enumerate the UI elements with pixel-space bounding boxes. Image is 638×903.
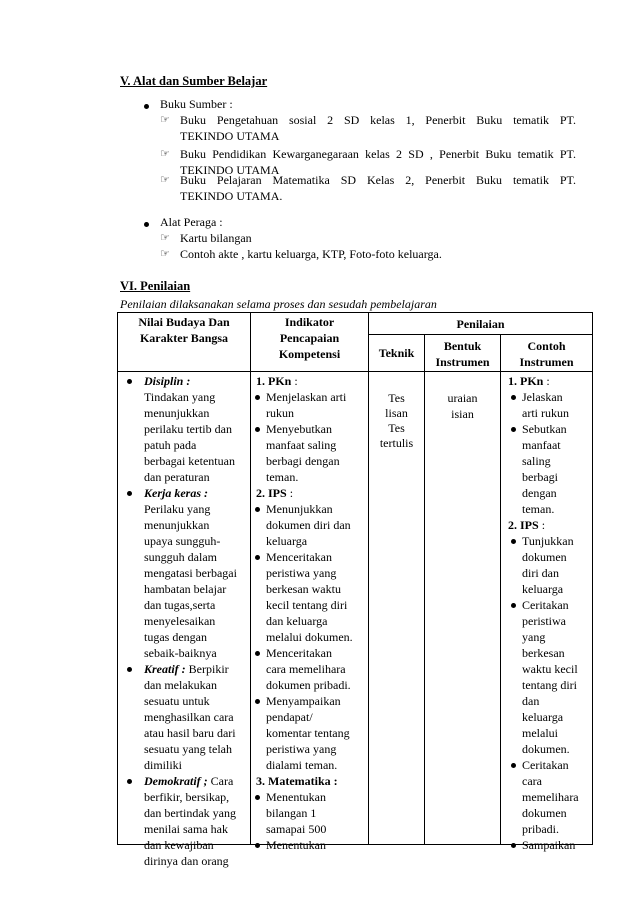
- section-6-subtitle: Penilaian dilaksanakan selama proses dan sesudah pembelajaran: [120, 297, 437, 311]
- bullet: [511, 427, 516, 432]
- nilai-item-line: hambatan belajar: [144, 582, 227, 596]
- contoh-ips-item: waktu kecil: [522, 662, 578, 676]
- bullet: [144, 222, 149, 227]
- teknik-item: Tes: [388, 391, 405, 405]
- nilai-item-line: sungguh dalam: [144, 550, 217, 564]
- indikator-ips-item: Menyampaikan: [266, 694, 341, 708]
- contoh-ips-item: berkesan: [522, 646, 565, 660]
- indikator-ips-item: kecil tentang diri: [266, 598, 348, 612]
- buku-item-line2: TEKINDO UTAMA: [180, 163, 280, 177]
- header-indikator-line3: Kompetensi: [278, 347, 341, 361]
- alat-peraga-label: Alat Peraga :: [160, 215, 223, 229]
- indikator-ips-item: peristiwa yang: [266, 742, 337, 756]
- indikator-ips-item: keluarga: [266, 534, 308, 548]
- contoh-pkn-item: Sebutkan: [522, 422, 567, 436]
- buku-item-line1: Buku Pelajaran Matematika SD Kelas 2, Penerbit Buku tematik PT.: [180, 173, 576, 187]
- bullet: [144, 104, 149, 109]
- header-teknik: Teknik: [378, 346, 415, 360]
- indikator-mtk-item: Menentukan: [266, 838, 326, 852]
- indikator-pkn-item: Menjelaskan arti: [266, 390, 347, 404]
- bullet: [255, 427, 260, 432]
- nilai-item-line: dan bertindak yang: [144, 806, 236, 820]
- contoh-pkn-item: manfaat: [522, 438, 561, 452]
- alat-item: Contoh akte , kartu keluarga, KTP, Foto-foto keluarga.: [180, 247, 442, 261]
- indikator-ips-label: 2. IPS :: [256, 486, 294, 500]
- bullet: [255, 843, 260, 848]
- contoh-pkn-item: Jelaskan: [522, 390, 563, 404]
- pointing-hand-icon: ☞: [160, 114, 170, 126]
- indikator-mtk-item: samapai 500: [266, 822, 327, 836]
- indikator-ips-item: komentar tentang: [266, 726, 350, 740]
- bullet: [127, 667, 132, 672]
- contoh-pkn-item: berbagi: [522, 470, 558, 484]
- contoh-ips-item: keluarga: [522, 582, 564, 596]
- buku-item-line2: TEKINDO UTAMA.: [180, 189, 283, 203]
- indikator-ips-item: Menunjukkan: [266, 502, 333, 516]
- indikator-ips-item: dokumen pribadi.: [266, 678, 351, 692]
- nilai-item-line: berfikir, bersikap,: [144, 790, 230, 804]
- bentuk-item: isian: [451, 407, 474, 421]
- nilai-item-line: upaya sungguh-: [144, 534, 221, 548]
- nilai-item-line: mengatasi berbagai: [144, 566, 237, 580]
- bullet: [127, 779, 132, 784]
- contoh-ips-item: tentang diri: [522, 678, 577, 692]
- bullet: [511, 539, 516, 544]
- indikator-pkn-item: teman.: [266, 470, 299, 484]
- pointing-hand-icon: ☞: [160, 174, 170, 186]
- contoh-ips-item: cara: [522, 774, 542, 788]
- nilai-item-line: dirinya dan orang: [144, 854, 229, 868]
- contoh-ips-item: pribadi.: [522, 822, 559, 836]
- contoh-pkn-item: teman.: [522, 502, 555, 516]
- header-nilai-line2: Karakter Bangsa: [139, 331, 229, 345]
- nilai-item-line: Tindakan yang: [144, 390, 216, 404]
- nilai-item-line: menunjukkan: [144, 406, 210, 420]
- alat-item: Kartu bilangan: [180, 231, 252, 245]
- contoh-pkn-item: dengan: [522, 486, 557, 500]
- indikator-pkn-item: Menyebutkan: [266, 422, 332, 436]
- indikator-pkn-item: rukun: [266, 406, 294, 420]
- nilai-item-line: menyelesaikan: [144, 614, 216, 628]
- indikator-ips-item: cara memelihara: [266, 662, 346, 676]
- header-contoh-line1: Contoh: [527, 339, 566, 353]
- nilai-item-line: dan peraturan: [144, 470, 210, 484]
- contoh-pkn-item: saling: [522, 454, 551, 468]
- indikator-mtk-item: bilangan 1: [266, 806, 317, 820]
- indikator-ips-item: pendapat/: [266, 710, 313, 724]
- indikator-pkn-item: manfaat saling: [266, 438, 337, 452]
- indikator-ips-item: Menceritakan: [266, 550, 332, 564]
- header-indikator-line1: Indikator: [284, 315, 335, 329]
- nilai-item-line: sebaik-baiknya: [144, 646, 217, 660]
- nilai-item-line: berbagai ketentuan: [144, 454, 235, 468]
- contoh-pkn-item: arti rukun: [522, 406, 569, 420]
- contoh-ips-item: dan: [522, 694, 540, 708]
- indikator-ips-item: berkesan waktu: [266, 582, 341, 596]
- nilai-item-line: patuh pada: [144, 438, 197, 452]
- contoh-ips-item: peristiwa: [522, 614, 566, 628]
- buku-item-line1: Buku Pengetahuan sosial 2 SD kelas 1, Penerbit Buku tematik PT.: [180, 113, 576, 127]
- contoh-ips-item: dokumen.: [522, 742, 570, 756]
- nilai-item-line: perilaku tertib dan: [144, 422, 232, 436]
- pointing-hand-icon: ☞: [160, 148, 170, 160]
- indikator-mtk-item: Menentukan: [266, 790, 326, 804]
- indikator-ips-item: dan keluarga: [266, 614, 328, 628]
- bullet: [127, 491, 132, 496]
- bullet: [511, 843, 516, 848]
- section-6-title: VI. Penilaian: [120, 279, 191, 293]
- contoh-pkn-label: 1. PKn :: [508, 374, 550, 388]
- nilai-item-line: dimiliki: [144, 758, 183, 772]
- contoh-ips-item: Ceritakan: [522, 758, 569, 772]
- section-5-title: V. Alat dan Sumber Belajar: [120, 74, 268, 88]
- indikator-ips-item: dialami teman.: [266, 758, 338, 772]
- teknik-item: lisan: [385, 406, 408, 420]
- contoh-ips-label: 2. IPS :: [508, 518, 546, 532]
- contoh-ips-item: keluarga: [522, 710, 564, 724]
- header-bentuk-line2: Instrumen: [435, 355, 490, 369]
- nilai-item-line: dan tugas,serta: [144, 598, 216, 612]
- indikator-ips-item: peristiwa yang: [266, 566, 337, 580]
- bullet: [511, 395, 516, 400]
- nilai-item-line: menunjukkan: [144, 518, 210, 532]
- pointing-hand-icon: ☞: [160, 232, 170, 244]
- contoh-ips-item: dokumen: [522, 550, 567, 564]
- contoh-ips-item: diri dan: [522, 566, 559, 580]
- bullet: [255, 651, 260, 656]
- bentuk-item: uraian: [447, 391, 478, 405]
- contoh-ips-item: melalui: [522, 726, 558, 740]
- nilai-item-line: dan kewajiban: [144, 838, 214, 852]
- bullet: [255, 795, 260, 800]
- contoh-ips-item: Ceritakan: [522, 598, 569, 612]
- buku-item-line1: Buku Pendidikan Kewarganegaraan kelas 2 SD , Penerbit Buku tematik PT.: [180, 147, 576, 161]
- header-penilaian: Penilaian: [456, 317, 505, 331]
- bullet: [127, 379, 132, 384]
- bullet: [255, 699, 260, 704]
- nilai-item-line: sesuatu untuk: [144, 694, 210, 708]
- contoh-ips-item: yang: [522, 630, 546, 644]
- nilai-item-line: dan melakukan: [144, 678, 217, 692]
- indikator-pkn-item: berbagi dengan: [266, 454, 340, 468]
- nilai-item-line: atau hasil baru dari: [144, 726, 236, 740]
- nilai-item-line: sesuatu yang telah: [144, 742, 232, 756]
- nilai-item-head: Kreatif : Berpikir: [144, 662, 229, 676]
- indikator-ips-item: dokumen diri dan: [266, 518, 351, 532]
- bullet: [511, 763, 516, 768]
- pointing-hand-icon: ☞: [160, 248, 170, 260]
- header-contoh-line2: Instrumen: [519, 355, 574, 369]
- nilai-item-line: menghasilkan cara: [144, 710, 234, 724]
- bullet: [511, 603, 516, 608]
- contoh-ips-item: Tunjukkan: [522, 534, 574, 548]
- indikator-mtk-label: 3. Matematika :: [256, 774, 338, 788]
- contoh-ips-item: memelihara: [522, 790, 579, 804]
- nilai-item-line: menilai sama hak: [144, 822, 228, 836]
- contoh-ips-item: Sampaikan: [522, 838, 576, 852]
- bullet: [255, 555, 260, 560]
- header-indikator-line2: Pencapaian: [279, 331, 340, 345]
- nilai-item-head: Disiplin :: [144, 374, 191, 388]
- nilai-item-line: Perilaku yang: [144, 502, 211, 516]
- nilai-item-head: Kerja keras :: [144, 486, 208, 500]
- contoh-ips-item: dokumen: [522, 806, 567, 820]
- buku-sumber-label: Buku Sumber :: [160, 97, 233, 111]
- bullet: [255, 507, 260, 512]
- nilai-item-head: Demokratif ; Cara: [144, 774, 234, 788]
- indikator-ips-item: melalui dokumen.: [266, 630, 353, 644]
- teknik-item: Tes: [388, 421, 405, 435]
- buku-item-line2: TEKINDO UTAMA: [180, 129, 280, 143]
- indikator-ips-item: Menceritakan: [266, 646, 332, 660]
- header-nilai-line1: Nilai Budaya Dan: [138, 315, 230, 329]
- teknik-item: tertulis: [379, 436, 414, 450]
- bullet: [255, 395, 260, 400]
- indikator-pkn-label: 1. PKn :: [256, 374, 298, 388]
- header-bentuk-line1: Bentuk: [443, 339, 482, 353]
- nilai-item-line: tugas dengan: [144, 630, 207, 644]
